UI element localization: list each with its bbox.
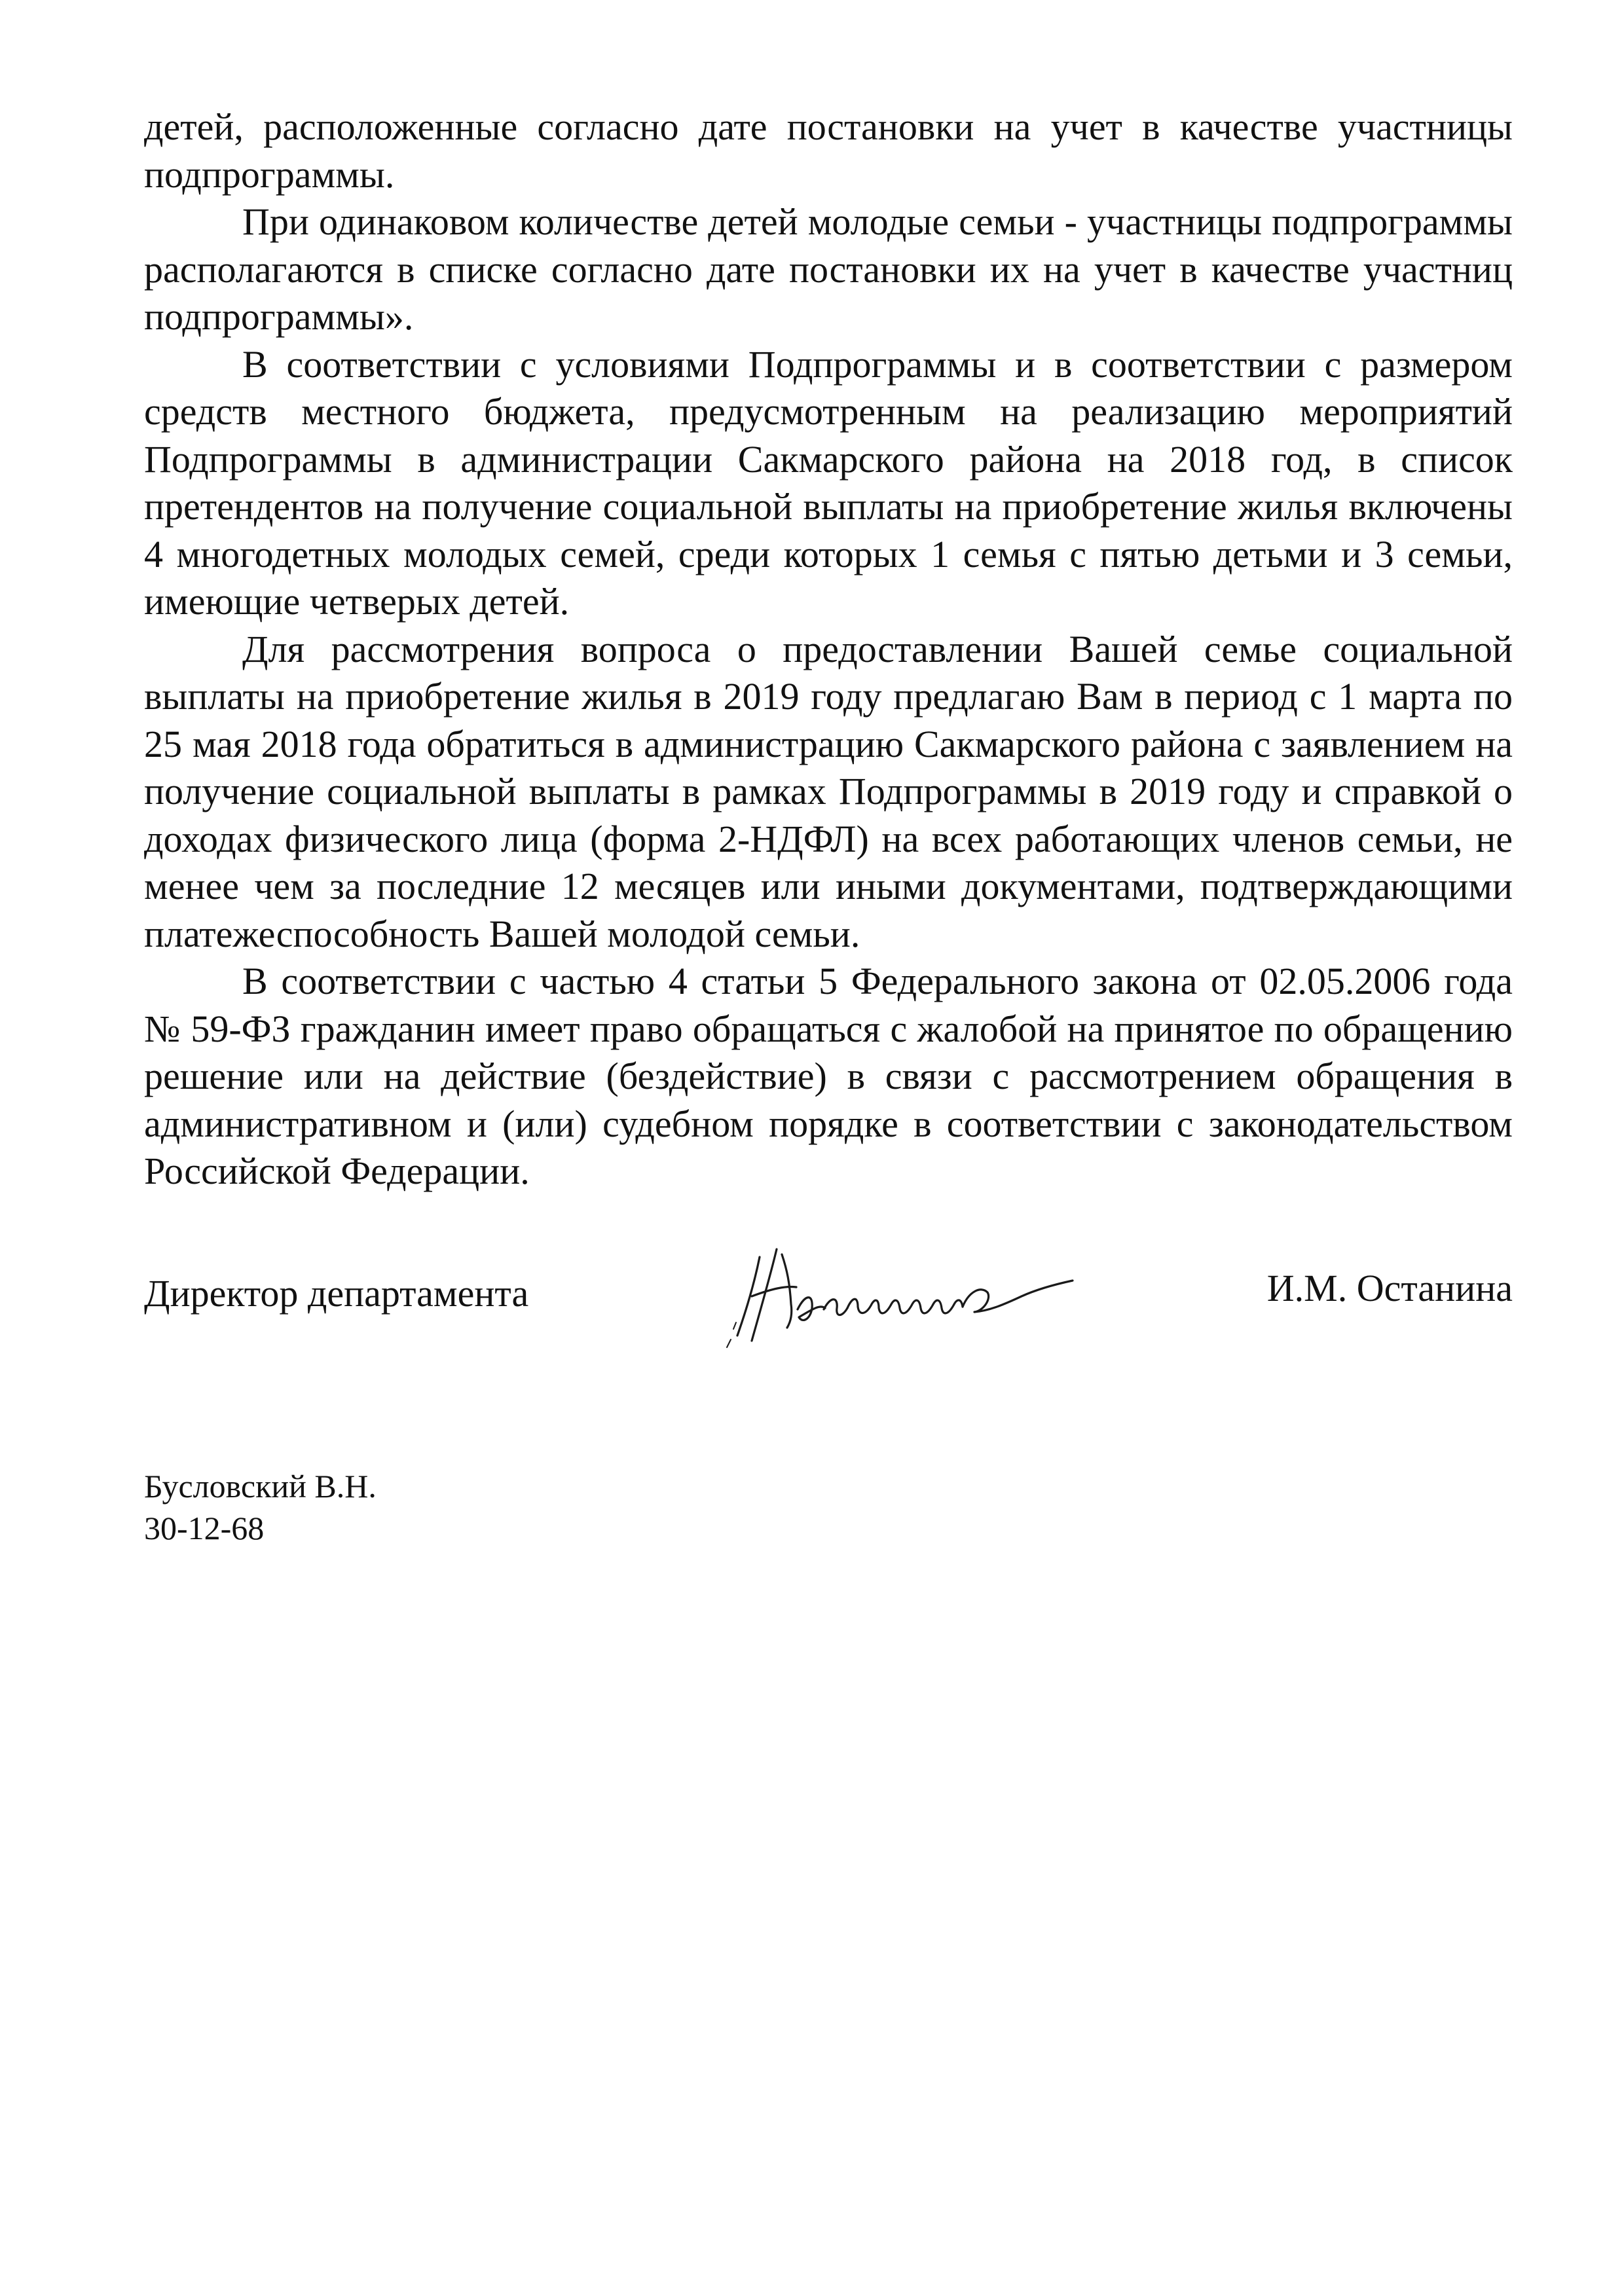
executor-phone: 30-12-68 [144,1510,265,1546]
paragraph-appeal-rights: В соответствии с частью 4 статьи 5 Федерального закона от 02.05.2006 года № 59-ФЗ гражданин имеет право обращаться с жалобой на принятое по обращению решение или на действие (бездействие) в связи с рассмотрением обращения в административном и (или) судебном порядке в соответствии с законодательством Российской Федерации. [144,960,1513,1192]
letter-body [144,103,1513,1195]
paragraph-continuation: детей, расположенные согласно дате постановки на учет в качестве участницы подпрограммы. [144,105,1513,196]
signatory-name: И.М. Останина [1266,1267,1513,1309]
executor-block [144,1465,377,1549]
signatory-position: Директор департамента [144,1272,529,1315]
paragraph-equal-children: При одинаковом количестве детей молодые семьи - участницы подпрограммы располагаются в списке согласно дате постановки их на учет в качестве участниц подпрограммы». [144,200,1513,338]
executor-name: Бусловский В.Н. [144,1468,377,1504]
signature-icon [714,1231,1080,1362]
paragraph-application-instructions: Для рассмотрения вопроса о предоставлении Вашей семье социальной выплаты на приобретение жилья в 2019 году предлагаю Вам в период с 1 марта по 25 мая 2018 года обратиться в администрацию Сакмарского района с заявлением на получение социальной выплаты в рамках Подпрограммы в 2019 году и справкой о доходах физического лица (форма 2-НДФЛ) на всех работающих членов семьи, не менее чем за последние 12 месяцев или иными документами, подтверждающими платежеспособность Вашей молодой семьи. [144,627,1513,955]
paragraph-program-conditions: В соответствии с условиями Подпрограммы и в соответствии с размером средств местного бюджета, предусмотренным на реализацию мероприятий Подпрограммы в администрации Сакмарского района на 2018 год, в список претендентов на получение социальной выплаты на приобретение жилья включены 4 многодетных молодых семей, среди которых 1 семья с пятью детьми и 3 семьи, имеющие четверых детей. [144,342,1513,623]
